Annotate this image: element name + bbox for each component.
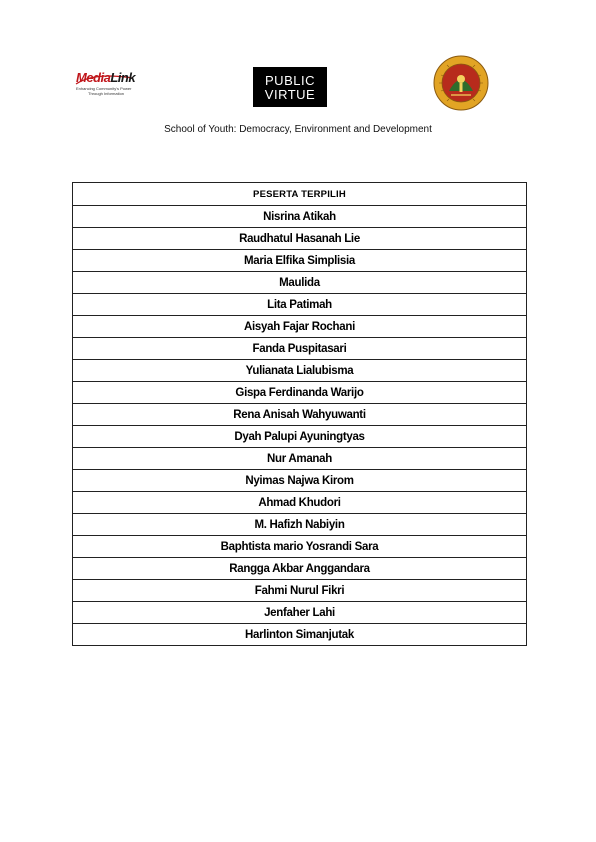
table-row [73,382,527,404]
participant-name-cell: Nyimas Najwa Kirom [73,470,527,492]
table-row [73,426,527,448]
participant-name-cell: Raudhatul Hasanah Lie [73,228,527,250]
table-row [73,206,527,228]
table-row [73,404,527,426]
public-virtue-logo [253,67,327,107]
participant-name-cell: Lita Patimah [73,294,527,316]
table-row [73,228,527,250]
medialink-tagline-line2: Through Information [88,91,125,96]
participant-name-cell: Nisrina Atikah [73,206,527,228]
medialink-logo [74,70,136,100]
participant-name-cell: Fahmi Nurul Fikri [73,580,527,602]
table-row [73,250,527,272]
participant-name-cell: Rangga Akbar Anggandara [73,558,527,580]
table-row [73,580,527,602]
participant-name-cell: Jenfaher Lahi [73,602,527,624]
participants-table [72,182,527,646]
table-row [73,294,527,316]
participant-name-cell: Harlinton Simanjutak [73,624,527,646]
table-row [73,514,527,536]
document-title: School of Youth: Democracy, Environment and Development [164,124,432,135]
participant-name-cell: M. Hafizh Nabiyin [73,514,527,536]
participant-name-cell: Yulianata Lialubisma [73,360,527,382]
table-row [73,624,527,646]
participant-name-cell: Fanda Puspitasari [73,338,527,360]
university-seal-logo [433,55,489,111]
participant-name-cell: Nur Amanah [73,448,527,470]
participant-name-cell: Ahmad Khudori [73,492,527,514]
table-row [73,272,527,294]
medialink-tagline-line1: Enhancing Community's Power [76,86,132,91]
table-row [73,602,527,624]
participant-name-cell: Maria Elfika Simplisia [73,250,527,272]
participant-name-cell: Gispa Ferdinanda Warijo [73,382,527,404]
participant-name-cell: Maulida [73,272,527,294]
table-row [73,492,527,514]
participant-name-cell: Aisyah Fajar Rochani [73,316,527,338]
medialink-tagline [76,86,131,96]
medialink-wordmark [76,70,135,85]
table-row [73,448,527,470]
medialink-name-part2: Link [110,70,136,85]
public-virtue-line2: VIRTUE [264,86,316,102]
participant-name-cell: Dyah Palupi Ayuningtyas [73,426,527,448]
table-row [73,536,527,558]
participant-name-cell: Rena Anisah Wahyuwanti [73,404,527,426]
table-header-cell: PESERTA TERPILIH [73,183,527,206]
table-row [73,360,527,382]
public-virtue-line1: PUBLIC [265,72,315,88]
participants-table-body [73,183,527,646]
table-row [73,316,527,338]
table-row [73,470,527,492]
table-row [73,338,527,360]
participant-name-cell: Baphtista mario Yosrandi Sara [73,536,527,558]
table-row [73,558,527,580]
table-header-row [73,183,527,206]
medialink-name-part1: Media [76,70,111,85]
